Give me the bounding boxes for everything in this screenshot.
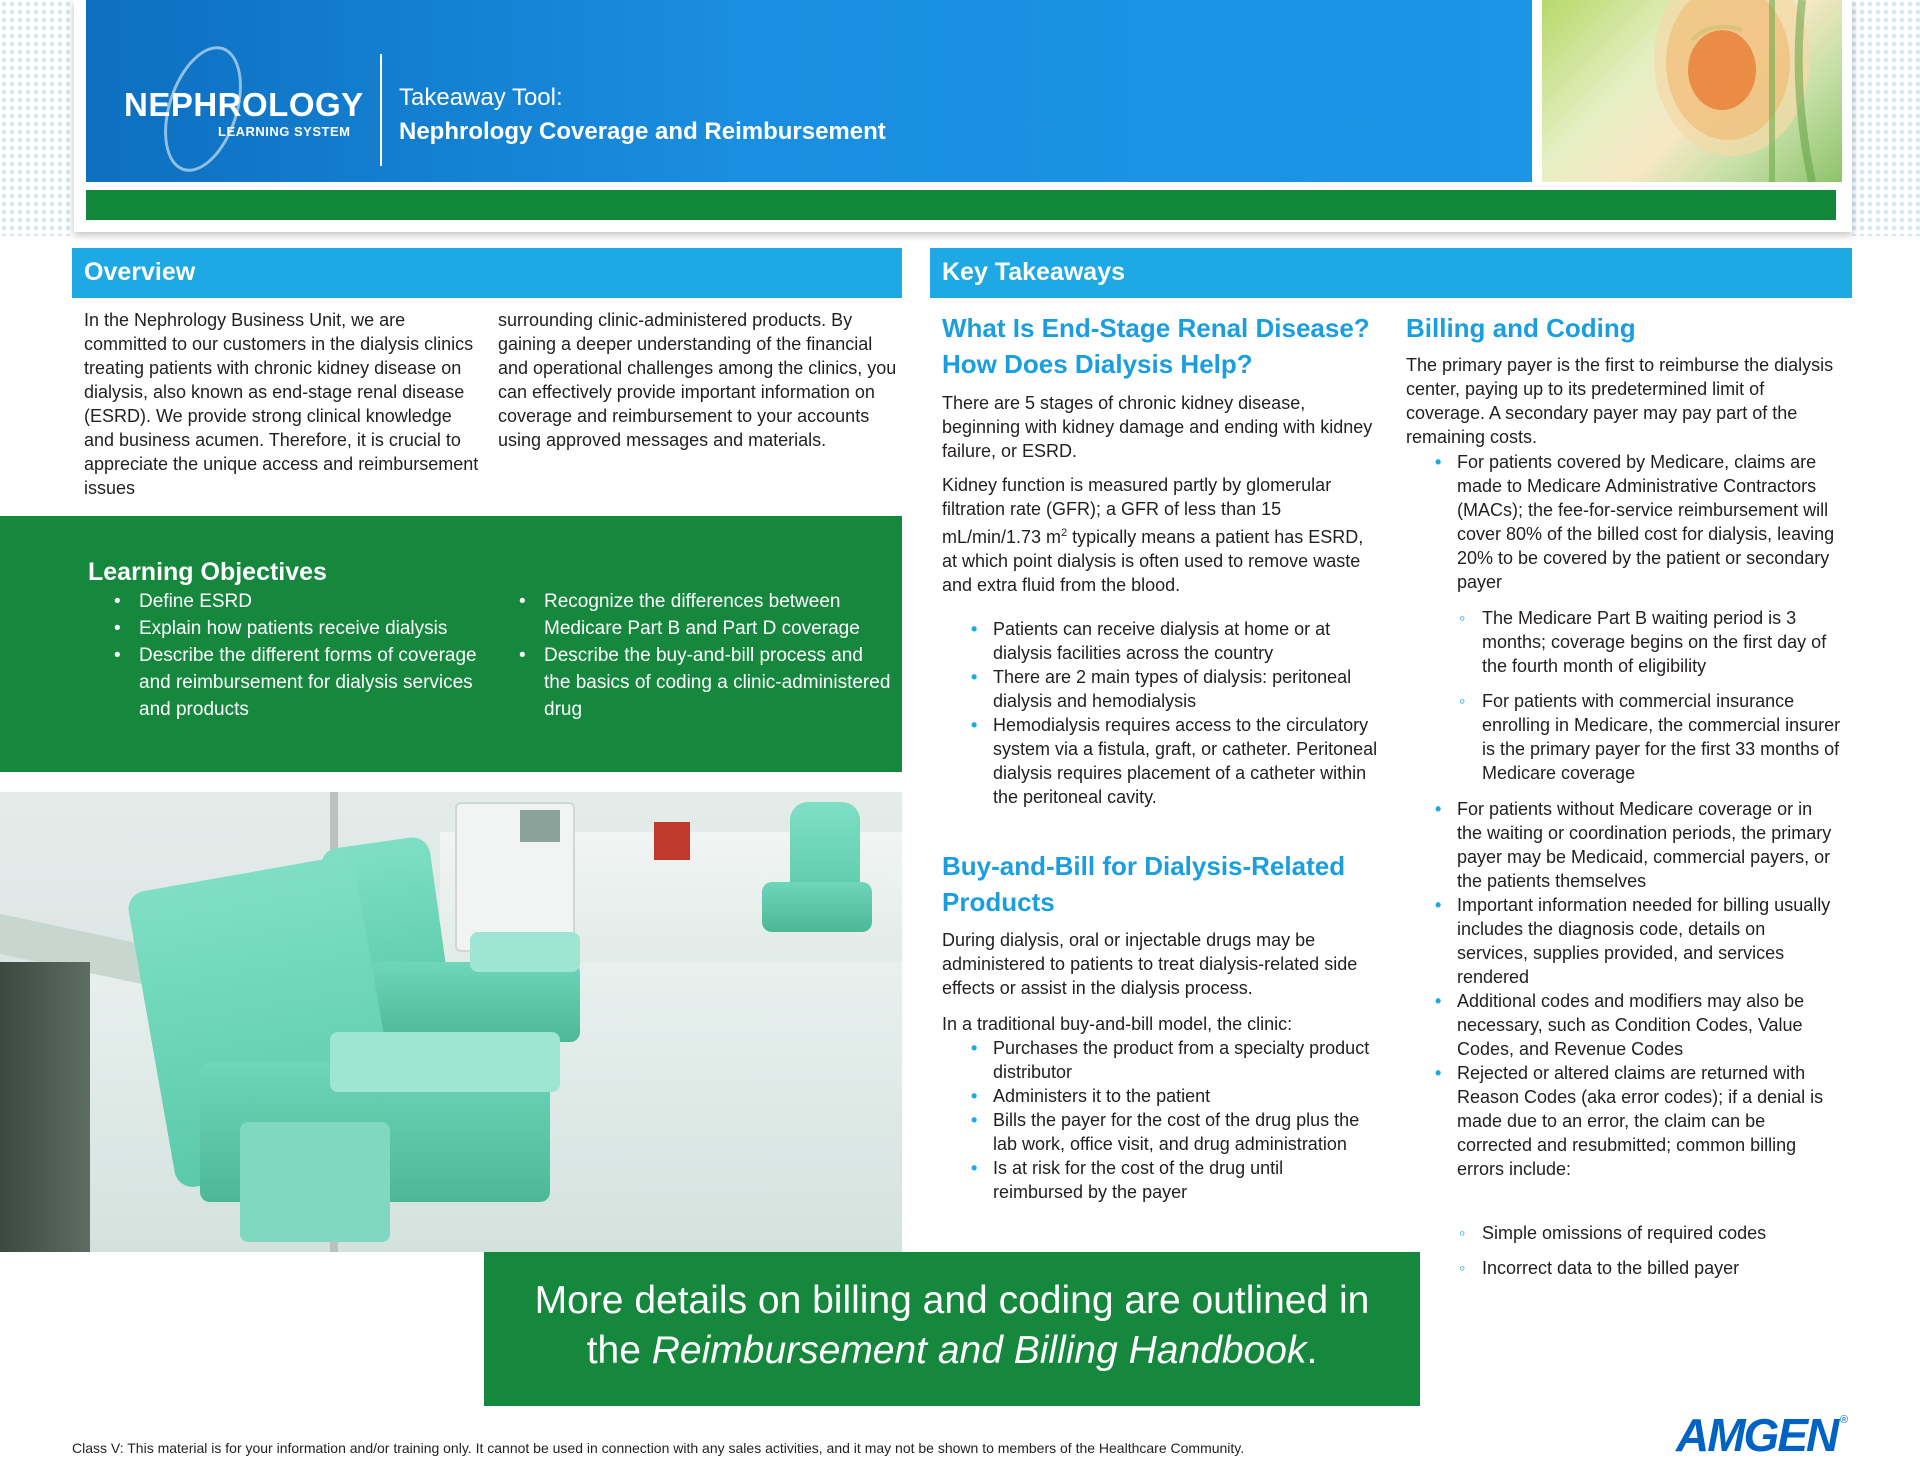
billing-bullets-1 [1432, 450, 1837, 594]
list-item: • Purchases the product from a specialty product distributor [968, 1036, 1378, 1084]
handbook-banner [484, 1252, 1420, 1406]
list-item: ◦ The Medicare Part B waiting period is 3 months; coverage begins on the first day of the fourth month of eligibility [1457, 606, 1847, 678]
list-item: • For patients covered by Medicare, claims are made to Medicare Administrative Contractors (MACs); the fee-for-service reimbursement will cover 80% of the billed cost for dialysis, leaving 20% to be covered by the patient or secondary payer [1432, 450, 1837, 594]
buy-and-bill-bullets [968, 1036, 1378, 1204]
list-item: • Is at risk for the cost of the drug until reimbursed by the payer [968, 1156, 1378, 1204]
list-item: • Bills the payer for the cost of the drug plus the lab work, office visit, and drug administration [968, 1108, 1378, 1156]
list-item: • Patients can receive dialysis at home or at dialysis facilities across the country [968, 617, 1378, 665]
esrd-paragraph-2: Kidney function is measured partly by glomerular filtration rate (GFR); a GFR of less than 15 mL/min/1.73 $m^2$ typically means a patient has ESRD, at which point dialysis is often used to remove waste and extra fluid from the blood. [942, 475, 1364, 595]
esrd-heading: What Is End-Stage Renal Disease? How Does Dialysis Help? [942, 313, 1370, 379]
list-item: • Recognize the differences between Medicare Part B and Part D coverage [513, 588, 893, 642]
list-item: • For patients without Medicare coverage or in the waiting or coordination periods, the primary payer may be Medicaid, commercial payers, or the patients themselves [1432, 797, 1837, 893]
billing-subbullets-1 [1457, 606, 1847, 785]
learning-objectives-heading: Learning Objectives [88, 558, 327, 586]
registered-mark: ® [1840, 1414, 1849, 1426]
list-item: • Explain how patients receive dialysis [108, 615, 478, 642]
amgen-logo: AMGEN [1676, 1409, 1838, 1461]
esrd-bullets [968, 617, 1378, 809]
learning-objectives-list-left [108, 588, 478, 723]
class-v-disclaimer: Class V: This material is for your information and/or training only. It cannot be used in connection with any sales activities, and it may not be shown to members of the Healthcare Community. [72, 1440, 1245, 1456]
header-dot-pattern-left [0, 0, 70, 236]
billing-coding-paragraph: The primary payer is the first to reimburse the dialysis center, paying up to its predetermined limit of coverage. A secondary payer may pay part of the remaining costs. [1406, 355, 1834, 447]
key-takeaways-heading: Key Takeaways [930, 248, 1852, 298]
list-item: • Administers it to the patient [968, 1084, 1378, 1108]
handbook-title: Reimbursement and Billing Handbook [651, 1329, 1307, 1372]
header-green-bar [86, 190, 1836, 220]
header-dot-pattern-right [1850, 0, 1920, 236]
logo-learning-system: LEARNING SYSTEM [218, 124, 351, 139]
list-item: ◦ For patients with commercial insurance enrolling in Medicare, the commercial insurer is the primary payer for the first 33 months of Medicare coverage [1457, 689, 1847, 785]
list-item: • Important information needed for billing usually includes the diagnosis code, details on services, supplies provided, and services rendered [1432, 893, 1837, 989]
overview-text-col1: In the Nephrology Business Unit, we are committed to our customers in the dialysis clinics treating patients with chronic kidney disease on dialysis, also known as end-stage renal disease (ESRD). We provide strong clinical knowledge and business acumen. Therefore, it is crucial to appreciate the unique access and reimbursement issues [84, 310, 479, 498]
esrd-paragraph-1: There are 5 stages of chronic kidney disease, beginning with kidney damage and ending with kidney failure, or ESRD. [942, 393, 1373, 461]
dialysis-clinic-photo [0, 792, 902, 1252]
buy-and-bill-heading: Buy-and-Bill for Dialysis-Related Products [942, 851, 1346, 917]
banner-line1: More details on billing and coding are outlined in [534, 1279, 1370, 1322]
list-item: • Describe the buy-and-bill process and the basics of coding a clinic-administered drug [513, 642, 893, 723]
billing-bullets-2 [1432, 797, 1837, 1181]
list-item: • Describe the different forms of coverage and reimbursement for dialysis services and products [108, 642, 478, 723]
list-item: • Define ESRD [108, 588, 478, 615]
buy-and-bill-paragraph-1: During dialysis, oral or injectable drugs may be administered to patients to treat dialysis-related side effects or assist in the dialysis process. [942, 930, 1358, 998]
billing-coding-heading: Billing and Coding [1406, 313, 1636, 343]
overview-heading: Overview [72, 248, 902, 298]
buy-and-bill-paragraph-2: In a traditional buy-and-bill model, the clinic: [942, 1014, 1293, 1034]
kidney-illustration [1542, 0, 1842, 182]
learning-objectives-list-right [513, 588, 893, 723]
list-item: • Additional codes and modifiers may also be necessary, such as Condition Codes, Value Codes, and Revenue Codes [1432, 989, 1837, 1061]
logo-nephrology: NEPHROLOGY [124, 86, 364, 123]
header-divider [380, 54, 382, 166]
banner-line2: the Reimbursement and Billing Handbook. [586, 1329, 1318, 1372]
overview-text-col2: surrounding clinic-administered products. By gaining a deeper understanding of the financial and operational challenges among the clinics, you can effectively provide important information on coverage and reimbursement to your accounts using approved messages and materials. [498, 310, 897, 450]
list-item: • There are 2 main types of dialysis: peritoneal dialysis and hemodialysis [968, 665, 1378, 713]
list-item: ◦ Simple omissions of required codes [1457, 1221, 1847, 1245]
list-item: ◦ Incorrect data to the billed payer [1457, 1256, 1847, 1280]
document-title: Nephrology Coverage and Reimbursement [399, 118, 886, 145]
list-item: • Rejected or altered claims are returned with Reason Codes (aka error codes); if a denial is made due to an error, the claim can be corrected and resubmitted; common billing errors include: [1432, 1061, 1837, 1181]
takeaway-tool-label: Takeaway Tool: [399, 84, 563, 111]
list-item: • Hemodialysis requires access to the circulatory system via a fistula, graft, or catheter. Peritoneal dialysis requires placement of a catheter within the peritoneal cavity. [968, 713, 1378, 809]
billing-subbullets-2 [1457, 1221, 1847, 1280]
